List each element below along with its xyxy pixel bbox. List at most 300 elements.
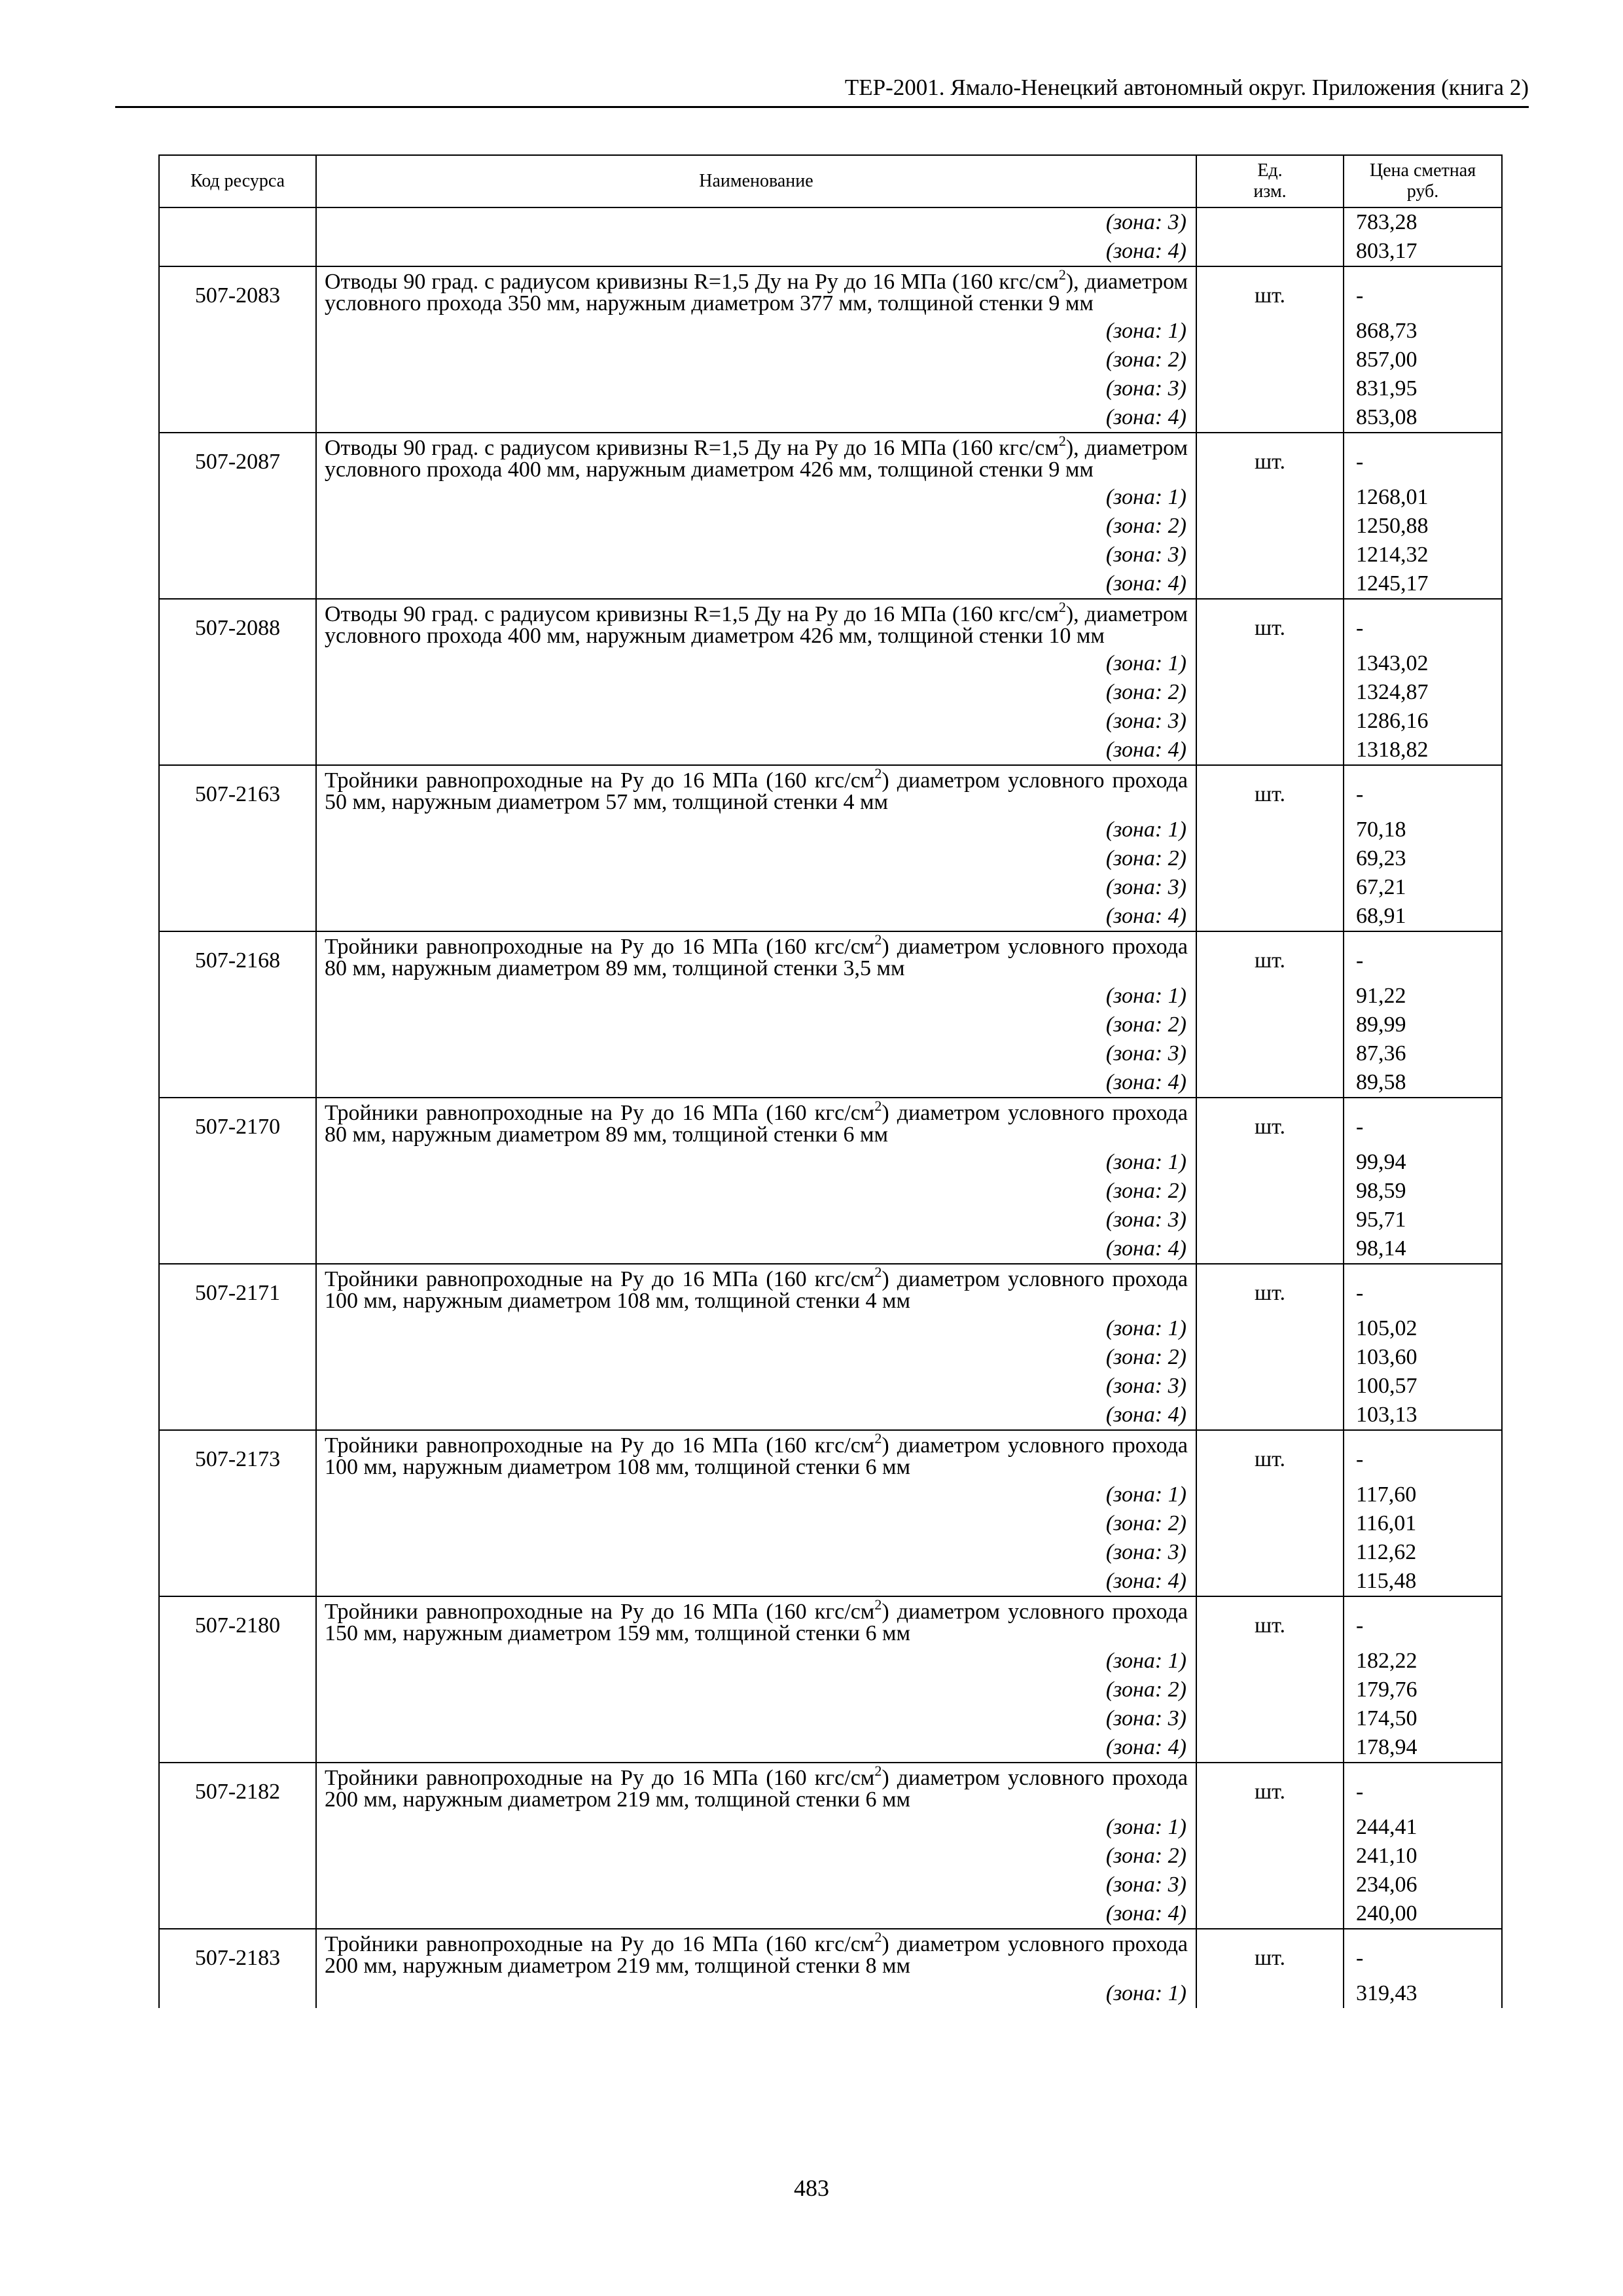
resource-code: 507-2180 [159, 1596, 316, 1647]
price-value: - [1344, 1430, 1502, 1480]
unit-cell [1196, 707, 1344, 736]
unit-cell [1196, 346, 1344, 374]
code-cell [159, 1733, 316, 1763]
table-header-row [159, 155, 1502, 207]
unit-cell: шт. [1196, 1929, 1344, 1979]
unit-cell [1196, 1647, 1344, 1676]
zone-label: (зона: 1) [316, 1647, 1196, 1676]
table-row [159, 816, 1502, 844]
resource-code: 507-2183 [159, 1929, 316, 1979]
table-row [159, 1567, 1502, 1596]
table-row [159, 237, 1502, 266]
unit-cell: шт. [1196, 1763, 1344, 1813]
code-cell [159, 1538, 316, 1567]
table-row [159, 1039, 1502, 1068]
price-value: 87,36 [1344, 1039, 1502, 1068]
price-value: 831,95 [1344, 374, 1502, 403]
unit-cell [1196, 1538, 1344, 1567]
unit-cell [1196, 1372, 1344, 1401]
unit-cell: шт. [1196, 433, 1344, 483]
unit-cell [1196, 317, 1344, 346]
table-row [159, 433, 1502, 483]
zone-label: (зона: 3) [316, 1039, 1196, 1068]
resource-name-text: Тройники равнопроходные на Ру до 16 МПа (160 кгс/см [325, 1932, 875, 1956]
resource-code: 507-2182 [159, 1763, 316, 1813]
price-value: 98,14 [1344, 1234, 1502, 1264]
price-table [158, 154, 1503, 2008]
table-row [159, 1011, 1502, 1039]
code-cell [159, 512, 316, 541]
superscript: 2 [874, 1596, 882, 1613]
price-value: 68,91 [1344, 902, 1502, 931]
superscript: 2 [874, 1763, 882, 1779]
resource-code: 507-2171 [159, 1264, 316, 1314]
unit-cell: шт. [1196, 1264, 1344, 1314]
code-cell [159, 1177, 316, 1206]
zone-label: (зона: 3) [316, 1372, 1196, 1401]
price-value: 178,94 [1344, 1733, 1502, 1763]
resource-name-text: ) диаметром условного прохода 100 мм, наружным диаметром 108 мм, толщиной стенки 6 мм [325, 1433, 1188, 1479]
table-body [159, 207, 1502, 2008]
resource-name-text: ) диаметром условного прохода 50 мм, наружным диаметром 57 мм, толщиной стенки 4 мм [325, 768, 1188, 814]
table-row [159, 1979, 1502, 2008]
resource-name [316, 599, 1196, 649]
unit-cell [1196, 1842, 1344, 1871]
zone-label: (зона: 4) [316, 403, 1196, 433]
price-value: 803,17 [1344, 237, 1502, 266]
page-number: 483 [794, 2175, 829, 2201]
code-cell [159, 649, 316, 678]
unit-cell [1196, 1813, 1344, 1842]
price-value: 115,48 [1344, 1567, 1502, 1596]
table-row [159, 1401, 1502, 1430]
table-row [159, 374, 1502, 403]
resource-name-text: Тройники равнопроходные на Ру до 16 МПа (160 кгс/см [325, 1101, 875, 1125]
resource-name-text: Отводы 90 град. с радиусом кривизны R=1,5 Ду на Ру до 16 МПа (160 кгс/см [325, 436, 1059, 460]
unit-cell [1196, 1234, 1344, 1264]
zone-label: (зона: 1) [316, 1480, 1196, 1509]
zone-label: (зона: 2) [316, 1343, 1196, 1372]
table-row [159, 1813, 1502, 1842]
zone-label: (зона: 1) [316, 483, 1196, 512]
price-value: 99,94 [1344, 1148, 1502, 1177]
table-row [159, 1538, 1502, 1567]
code-cell [159, 1011, 316, 1039]
code-cell [159, 1871, 316, 1899]
table-row [159, 1234, 1502, 1264]
price-value: 1245,17 [1344, 569, 1502, 599]
table-row [159, 1842, 1502, 1871]
zone-label: (зона: 3) [316, 374, 1196, 403]
unit-cell [1196, 1979, 1344, 2008]
resource-name [316, 433, 1196, 483]
table-row [159, 317, 1502, 346]
resource-name [316, 931, 1196, 982]
zone-label: (зона: 4) [316, 736, 1196, 765]
code-cell [159, 844, 316, 873]
superscript: 2 [1058, 266, 1066, 283]
header-unit: Ед. изм. [1196, 155, 1344, 207]
price-value: 98,59 [1344, 1177, 1502, 1206]
zone-label: (зона: 3) [316, 207, 1196, 237]
code-cell [159, 1704, 316, 1733]
table-row [159, 873, 1502, 902]
price-value: 112,62 [1344, 1538, 1502, 1567]
unit-cell [1196, 1343, 1344, 1372]
table-row [159, 678, 1502, 707]
price-value: - [1344, 1098, 1502, 1148]
price-value: 67,21 [1344, 873, 1502, 902]
code-cell [159, 1567, 316, 1596]
unit-cell [1196, 1068, 1344, 1098]
table-row [159, 1343, 1502, 1372]
unit-cell [1196, 1480, 1344, 1509]
code-cell [159, 1148, 316, 1177]
resource-name-text: ), диаметром условного прохода 350 мм, наружным диаметром 377 мм, толщиной стенки 9 мм [325, 270, 1188, 315]
resource-name-text: Тройники равнопроходные на Ру до 16 МПа (160 кгс/см [325, 935, 875, 959]
zone-label: (зона: 2) [316, 1509, 1196, 1538]
zone-label: (зона: 1) [316, 1813, 1196, 1842]
zone-label: (зона: 4) [316, 1068, 1196, 1098]
superscript: 2 [874, 1929, 882, 1945]
zone-label: (зона: 3) [316, 873, 1196, 902]
code-cell [159, 707, 316, 736]
resource-name-text: Тройники равнопроходные на Ру до 16 МПа (160 кгс/см [325, 768, 875, 793]
table-row [159, 765, 1502, 816]
zone-label: (зона: 2) [316, 1842, 1196, 1871]
code-cell [159, 541, 316, 569]
price-value: 103,60 [1344, 1343, 1502, 1372]
table-row [159, 982, 1502, 1011]
table-row [159, 1372, 1502, 1401]
unit-cell [1196, 873, 1344, 902]
table-row [159, 931, 1502, 982]
zone-label: (зона: 2) [316, 1011, 1196, 1039]
unit-cell [1196, 403, 1344, 433]
table-row [159, 1871, 1502, 1899]
zone-label: (зона: 1) [316, 816, 1196, 844]
price-value: 179,76 [1344, 1676, 1502, 1704]
price-value: 105,02 [1344, 1314, 1502, 1343]
table-row [159, 1509, 1502, 1538]
price-value: 783,28 [1344, 207, 1502, 237]
unit-cell [1196, 816, 1344, 844]
resource-name-text: Отводы 90 град. с радиусом кривизны R=1,5 Ду на Ру до 16 МПа (160 кгс/см [325, 602, 1059, 626]
table-row [159, 483, 1502, 512]
code-cell [159, 403, 316, 433]
price-value: 853,08 [1344, 403, 1502, 433]
unit-cell [1196, 1314, 1344, 1343]
price-value: 117,60 [1344, 1480, 1502, 1509]
resource-name-text: Тройники равнопроходные на Ру до 16 МПа (160 кгс/см [325, 1433, 875, 1458]
code-cell [159, 1206, 316, 1234]
resource-name [316, 266, 1196, 317]
code-cell [159, 1647, 316, 1676]
code-cell [159, 1401, 316, 1430]
zone-label: (зона: 4) [316, 1401, 1196, 1430]
unit-cell [1196, 902, 1344, 931]
code-cell [159, 346, 316, 374]
price-value: 89,99 [1344, 1011, 1502, 1039]
resource-name-text: Тройники равнопроходные на Ру до 16 МПа (160 кгс/см [325, 1766, 875, 1790]
zone-label: (зона: 3) [316, 541, 1196, 569]
price-value: 89,58 [1344, 1068, 1502, 1098]
table-row [159, 1148, 1502, 1177]
page-header [115, 73, 1529, 108]
zone-label: (зона: 4) [316, 1733, 1196, 1763]
document-title: ТЕР-2001. Ямало-Ненецкий автономный округ. Приложения (книга 2) [844, 75, 1529, 100]
table-row [159, 1899, 1502, 1929]
code-cell [159, 483, 316, 512]
zone-label: (зона: 2) [316, 1177, 1196, 1206]
table-row [159, 1763, 1502, 1813]
code-cell [159, 1314, 316, 1343]
resource-name-text: ) диаметром условного прохода 80 мм, наружным диаметром 89 мм, толщиной стенки 3,5 мм [325, 935, 1188, 980]
table-row [159, 1480, 1502, 1509]
unit-cell: шт. [1196, 1596, 1344, 1647]
table-row [159, 1068, 1502, 1098]
table-row [159, 736, 1502, 765]
table-row [159, 599, 1502, 649]
unit-cell [1196, 569, 1344, 599]
resource-code: 507-2163 [159, 765, 316, 816]
table-row [159, 1704, 1502, 1733]
header-code: Код ресурса [159, 155, 316, 207]
unit-cell [1196, 1401, 1344, 1430]
code-cell [159, 1480, 316, 1509]
code-cell [159, 1343, 316, 1372]
price-value: 1268,01 [1344, 483, 1502, 512]
resource-name-text: Отводы 90 град. с радиусом кривизны R=1,5 Ду на Ру до 16 МПа (160 кгс/см [325, 270, 1059, 294]
price-value: 70,18 [1344, 816, 1502, 844]
code-cell [159, 982, 316, 1011]
superscript: 2 [1058, 599, 1066, 615]
price-value: 1318,82 [1344, 736, 1502, 765]
unit-cell [1196, 649, 1344, 678]
table-row [159, 569, 1502, 599]
price-value: 319,43 [1344, 1979, 1502, 2008]
table-row [159, 346, 1502, 374]
resource-name-text: ), диаметром условного прохода 400 мм, наружным диаметром 426 мм, толщиной стенки 9 мм [325, 436, 1188, 482]
unit-cell [1196, 1011, 1344, 1039]
zone-label: (зона: 3) [316, 707, 1196, 736]
code-cell [159, 873, 316, 902]
code-cell [159, 207, 316, 237]
price-value: - [1344, 931, 1502, 982]
price-value: 103,13 [1344, 1401, 1502, 1430]
resource-name-text: ) диаметром условного прохода 150 мм, наружным диаметром 159 мм, толщиной стенки 6 мм [325, 1600, 1188, 1645]
superscript: 2 [874, 1098, 882, 1114]
zone-label: (зона: 1) [316, 1979, 1196, 2008]
price-value: - [1344, 1763, 1502, 1813]
unit-cell [1196, 483, 1344, 512]
resource-name-text: ) диаметром условного прохода 100 мм, наружным диаметром 108 мм, толщиной стенки 4 мм [325, 1267, 1188, 1313]
table-row [159, 1929, 1502, 1979]
table-row [159, 1676, 1502, 1704]
resource-name-text: ), диаметром условного прохода 400 мм, наружным диаметром 426 мм, толщиной стенки 10 мм [325, 602, 1188, 648]
price-value: 240,00 [1344, 1899, 1502, 1929]
code-cell [159, 317, 316, 346]
resource-code: 507-2083 [159, 266, 316, 317]
price-value: - [1344, 266, 1502, 317]
code-cell [159, 1372, 316, 1401]
unit-cell [1196, 237, 1344, 266]
code-cell [159, 569, 316, 599]
zone-label: (зона: 2) [316, 844, 1196, 873]
price-value: 244,41 [1344, 1813, 1502, 1842]
code-cell [159, 374, 316, 403]
price-value: 868,73 [1344, 317, 1502, 346]
unit-cell [1196, 1567, 1344, 1596]
zone-label: (зона: 4) [316, 1234, 1196, 1264]
unit-cell [1196, 1206, 1344, 1234]
price-value: 1343,02 [1344, 649, 1502, 678]
table-row [159, 1098, 1502, 1148]
resource-name-text: ) диаметром условного прохода 200 мм, наружным диаметром 219 мм, толщиной стенки 8 мм [325, 1932, 1188, 1978]
unit-cell [1196, 541, 1344, 569]
table-row [159, 1733, 1502, 1763]
code-cell [159, 1899, 316, 1929]
price-value: - [1344, 1929, 1502, 1979]
zone-label: (зона: 2) [316, 346, 1196, 374]
resource-code: 507-2088 [159, 599, 316, 649]
unit-cell [1196, 736, 1344, 765]
unit-cell: шт. [1196, 599, 1344, 649]
table-row [159, 1314, 1502, 1343]
resource-name [316, 1929, 1196, 1979]
table-row [159, 403, 1502, 433]
zone-label: (зона: 4) [316, 1567, 1196, 1596]
price-value: 174,50 [1344, 1704, 1502, 1733]
zone-label: (зона: 4) [316, 1899, 1196, 1929]
unit-cell [1196, 1177, 1344, 1206]
price-value: 1286,16 [1344, 707, 1502, 736]
resource-name-text: ) диаметром условного прохода 200 мм, наружным диаметром 219 мм, толщиной стенки 6 мм [325, 1766, 1188, 1812]
price-value: 100,57 [1344, 1372, 1502, 1401]
code-cell [159, 678, 316, 707]
code-cell [159, 1979, 316, 2008]
zone-label: (зона: 1) [316, 1314, 1196, 1343]
superscript: 2 [874, 1264, 882, 1280]
unit-cell [1196, 1148, 1344, 1177]
unit-cell [1196, 678, 1344, 707]
unit-cell [1196, 512, 1344, 541]
zone-label: (зона: 1) [316, 317, 1196, 346]
unit-cell [1196, 1899, 1344, 1929]
unit-cell: шт. [1196, 765, 1344, 816]
code-cell [159, 1234, 316, 1264]
price-value: - [1344, 1596, 1502, 1647]
price-value: - [1344, 433, 1502, 483]
unit-cell [1196, 374, 1344, 403]
zone-label: (зона: 4) [316, 237, 1196, 266]
table-row [159, 1206, 1502, 1234]
price-value: 182,22 [1344, 1647, 1502, 1676]
unit-cell [1196, 1704, 1344, 1733]
price-value: - [1344, 765, 1502, 816]
unit-cell: шт. [1196, 931, 1344, 982]
zone-label: (зона: 2) [316, 512, 1196, 541]
table-row [159, 1596, 1502, 1647]
zone-label: (зона: 3) [316, 1206, 1196, 1234]
unit-cell [1196, 844, 1344, 873]
resource-name-text: ) диаметром условного прохода 80 мм, наружным диаметром 89 мм, толщиной стенки 6 мм [325, 1101, 1188, 1147]
header-price: Цена сметная руб. [1344, 155, 1502, 207]
superscript: 2 [1058, 433, 1066, 449]
unit-cell: шт. [1196, 266, 1344, 317]
price-value: - [1344, 599, 1502, 649]
zone-label: (зона: 4) [316, 902, 1196, 931]
superscript: 2 [874, 1430, 882, 1446]
price-value: 95,71 [1344, 1206, 1502, 1234]
unit-cell: шт. [1196, 1098, 1344, 1148]
resource-name [316, 1763, 1196, 1813]
price-value: 69,23 [1344, 844, 1502, 873]
code-cell [159, 902, 316, 931]
superscript: 2 [874, 765, 882, 781]
resource-code: 507-2170 [159, 1098, 316, 1148]
table-row [159, 1430, 1502, 1480]
price-value: 234,06 [1344, 1871, 1502, 1899]
zone-label: (зона: 3) [316, 1871, 1196, 1899]
price-value: 116,01 [1344, 1509, 1502, 1538]
price-value: 241,10 [1344, 1842, 1502, 1871]
resource-code: 507-2173 [159, 1430, 316, 1480]
table-row [159, 266, 1502, 317]
resource-name-text: Тройники равнопроходные на Ру до 16 МПа (160 кгс/см [325, 1267, 875, 1291]
table-row [159, 1177, 1502, 1206]
resource-name [316, 1098, 1196, 1148]
unit-cell [1196, 1509, 1344, 1538]
code-cell [159, 816, 316, 844]
price-value: 1214,32 [1344, 541, 1502, 569]
code-cell [159, 1068, 316, 1098]
code-cell [159, 1842, 316, 1871]
zone-label: (зона: 2) [316, 678, 1196, 707]
unit-cell: шт. [1196, 1430, 1344, 1480]
superscript: 2 [874, 931, 882, 948]
zone-label: (зона: 1) [316, 982, 1196, 1011]
table-row [159, 541, 1502, 569]
table-row [159, 1264, 1502, 1314]
resource-code: 507-2087 [159, 433, 316, 483]
code-cell [159, 1813, 316, 1842]
zone-label: (зона: 1) [316, 1148, 1196, 1177]
table-row [159, 207, 1502, 237]
zone-label: (зона: 2) [316, 1676, 1196, 1704]
zone-label: (зона: 3) [316, 1704, 1196, 1733]
zone-label: (зона: 4) [316, 569, 1196, 599]
price-value: 857,00 [1344, 346, 1502, 374]
code-cell [159, 237, 316, 266]
unit-cell [1196, 1676, 1344, 1704]
code-cell [159, 1039, 316, 1068]
resource-name [316, 1264, 1196, 1314]
code-cell [159, 1676, 316, 1704]
resource-name [316, 1596, 1196, 1647]
resource-name [316, 765, 1196, 816]
unit-cell [1196, 1733, 1344, 1763]
unit-cell [1196, 982, 1344, 1011]
resource-code: 507-2168 [159, 931, 316, 982]
table-row [159, 1647, 1502, 1676]
table-row [159, 902, 1502, 931]
table-row [159, 707, 1502, 736]
header-name: Наименование [316, 155, 1196, 207]
unit-cell [1196, 1039, 1344, 1068]
price-value: - [1344, 1264, 1502, 1314]
resource-name-text: Тройники равнопроходные на Ру до 16 МПа (160 кгс/см [325, 1600, 875, 1624]
